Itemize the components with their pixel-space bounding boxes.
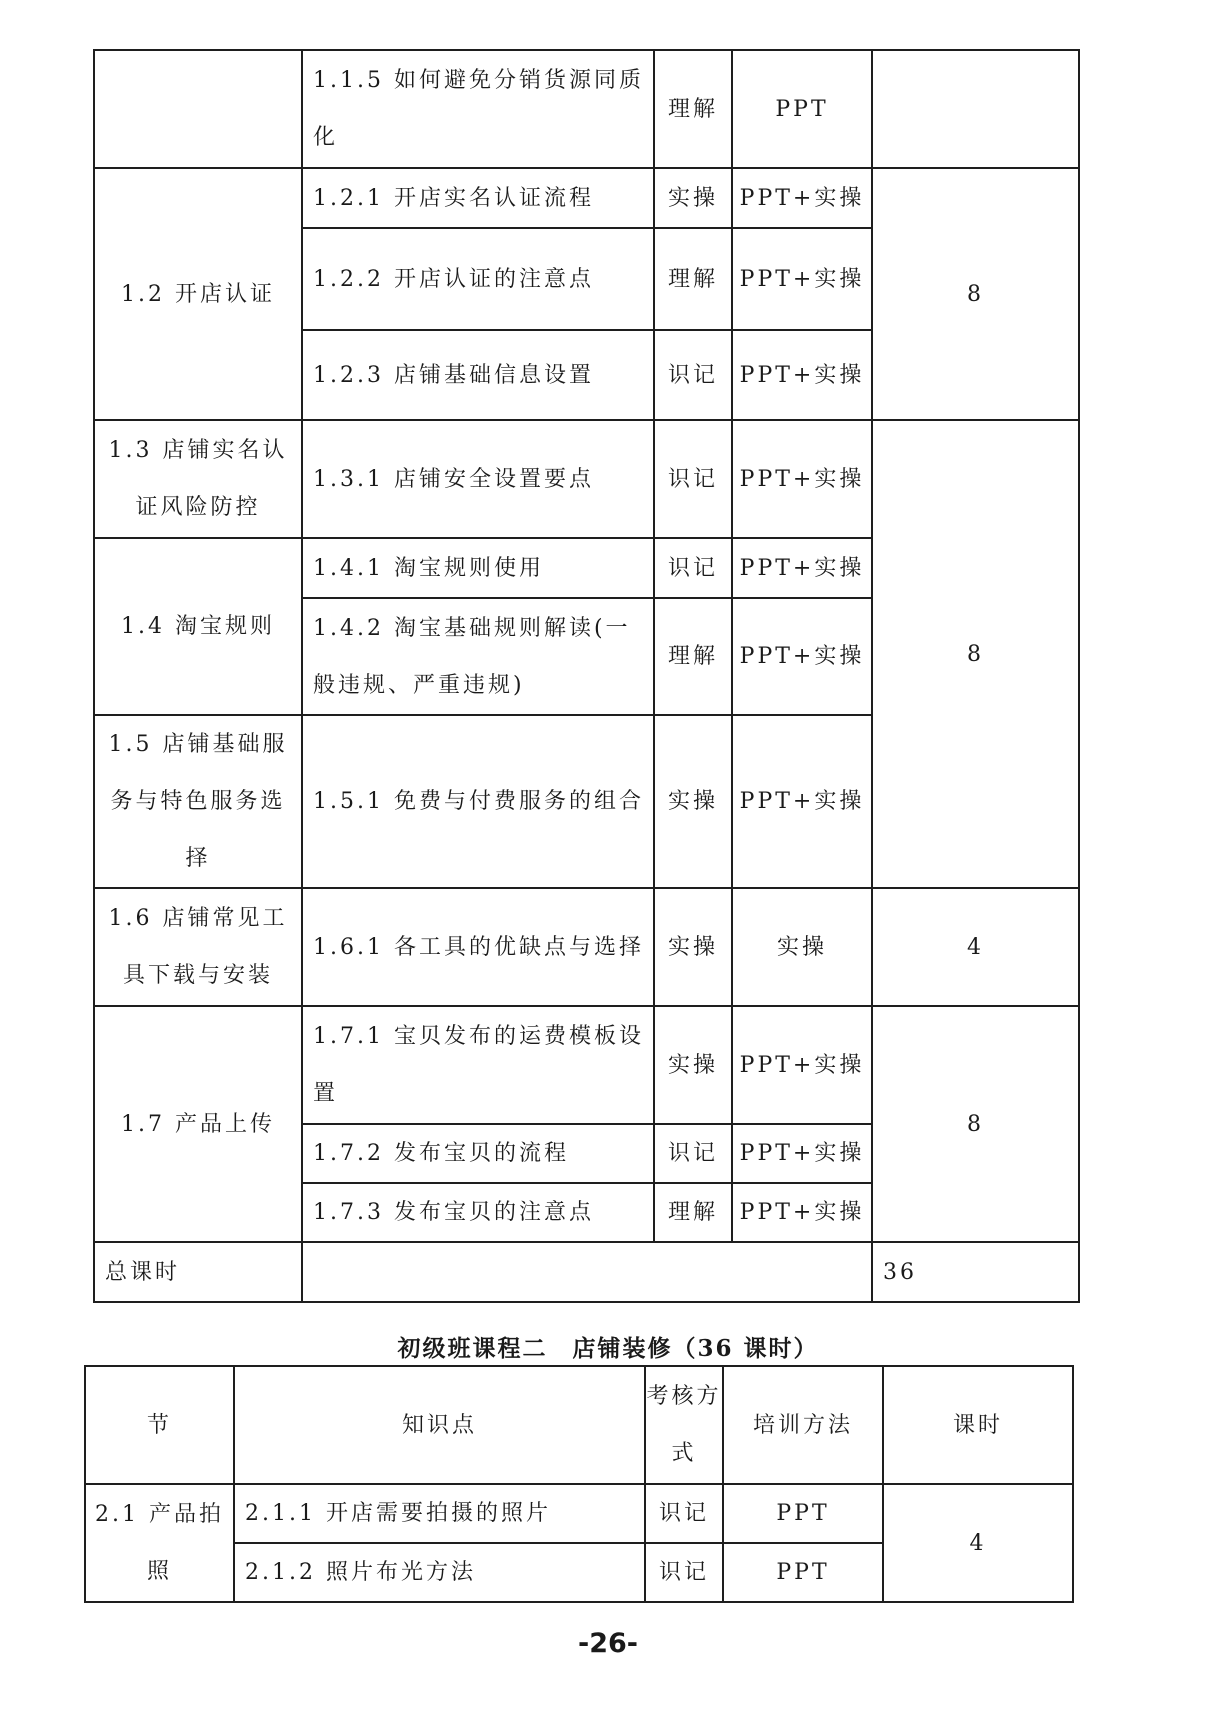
knowledge-point: 1.1.5 如何避免分销货源同质化 [302,50,654,168]
header-knowledge-point: 知识点 [234,1366,645,1484]
training-method: PPT [732,50,872,168]
assessment-method: 理解 [654,598,732,715]
knowledge-point: 1.7.2 发布宝贝的流程 [302,1124,654,1183]
assessment-method: 实操 [654,1006,732,1124]
knowledge-point: 1.4.1 淘宝规则使用 [302,538,654,598]
knowledge-point: 1.2.3 店铺基础信息设置 [302,330,654,420]
knowledge-point: 1.7.1 宝贝发布的运费模板设置 [302,1006,654,1124]
total-empty-cell [302,1242,872,1302]
header-training-method: 培训方法 [723,1366,883,1484]
assessment-method: 理解 [654,228,732,330]
training-method: PPT+实操 [732,715,872,888]
assessment-method: 识记 [654,538,732,598]
total-row [94,1242,1079,1302]
header-row [85,1366,1073,1484]
knowledge-point: 2.1.2 照片布光方法 [234,1543,645,1602]
hours-cell: 8 [872,420,1079,888]
training-method: 实操 [732,888,872,1006]
table-row [94,420,1079,538]
course-table-1 [93,49,1080,1303]
assessment-method: 实操 [654,715,732,888]
training-method: PPT+实操 [732,1183,872,1242]
knowledge-point: 1.2.2 开店认证的注意点 [302,228,654,330]
training-method: PPT+实操 [732,330,872,420]
table-caption: 初级班课程二 店铺装修（36 课时） [397,1335,819,1362]
hours-cell [872,50,1079,168]
hours-cell: 8 [872,168,1079,420]
table-row [94,50,1079,168]
header-assessment: 考核方式 [645,1366,723,1484]
knowledge-point: 1.2.1 开店实名认证流程 [302,168,654,228]
knowledge-point: 1.4.2 淘宝基础规则解读(一般违规、严重违规) [302,598,654,715]
knowledge-point: 2.1.1 开店需要拍摄的照片 [234,1484,645,1543]
training-method: PPT+实操 [732,598,872,715]
table-row [94,1006,1079,1124]
training-method: PPT+实操 [732,1124,872,1183]
section-cell: 1.5 店铺基础服务与特色服务选择 [94,715,302,888]
assessment-method: 理解 [654,50,732,168]
training-method: PPT+实操 [732,228,872,330]
training-method: PPT+实操 [732,1006,872,1124]
training-method: PPT+实操 [732,168,872,228]
page-number: -26- [578,1628,638,1659]
total-label: 总课时 [94,1242,302,1302]
header-hours: 课时 [883,1366,1073,1484]
assessment-method: 实操 [654,168,732,228]
knowledge-point: 1.7.3 发布宝贝的注意点 [302,1183,654,1242]
training-method: PPT [723,1484,883,1543]
header-section: 节 [85,1366,234,1484]
section-cell: 1.6 店铺常见工具下载与安装 [94,888,302,1006]
section-cell [94,50,302,168]
assessment-method: 识记 [654,420,732,538]
hours-cell: 4 [883,1484,1073,1602]
table-row [85,1484,1073,1543]
training-method: PPT+实操 [732,420,872,538]
hours-cell: 4 [872,888,1079,1006]
table-row [94,888,1079,1006]
training-method: PPT+实操 [732,538,872,598]
course-table-2 [84,1365,1074,1603]
assessment-method: 识记 [654,330,732,420]
assessment-method: 实操 [654,888,732,1006]
training-method: PPT [723,1543,883,1602]
assessment-method: 识记 [654,1124,732,1183]
assessment-method: 识记 [645,1484,723,1543]
section-cell: 1.2 开店认证 [94,168,302,420]
total-value: 36 [872,1242,1079,1302]
section-cell: 1.4 淘宝规则 [94,538,302,715]
assessment-method: 理解 [654,1183,732,1242]
knowledge-point: 1.5.1 免费与付费服务的组合 [302,715,654,888]
knowledge-point: 1.3.1 店铺安全设置要点 [302,420,654,538]
table-row [94,168,1079,228]
section-cell: 1.7 产品上传 [94,1006,302,1242]
knowledge-point: 1.6.1 各工具的优缺点与选择 [302,888,654,1006]
section-cell: 1.3 店铺实名认证风险防控 [94,420,302,538]
section-cell: 2.1 产品拍照 [85,1484,234,1602]
assessment-method: 识记 [645,1543,723,1602]
hours-cell: 8 [872,1006,1079,1242]
